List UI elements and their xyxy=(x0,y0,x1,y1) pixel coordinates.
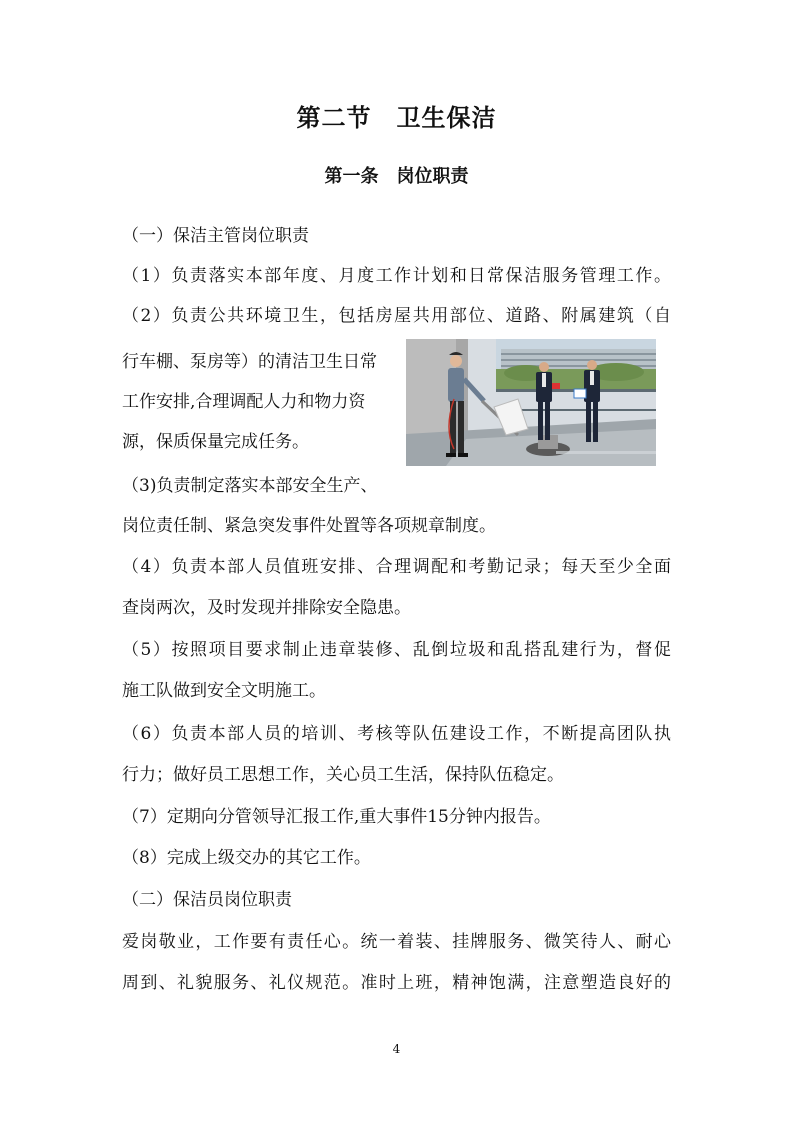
paragraph-line: 周到、礼貌服务、礼仪规范。准时上班，精神饱满，注意塑造良好的 xyxy=(122,973,671,993)
paragraph-line: 源，保质保量完成任务。 xyxy=(122,432,309,452)
paragraph-line: 爱岗敬业，工作要有责任心。统一着装、挂牌服务、微笑待人、耐心 xyxy=(122,932,671,952)
heading-supervisor-duties: （一）保洁主管岗位职责 xyxy=(122,226,309,246)
paragraph-line: 行力；做好员工思想工作，关心员工生活，保持队伍稳定。 xyxy=(122,765,564,785)
paragraph-line: 行车棚、泵房等）的清洁卫生日常 xyxy=(122,352,377,372)
paragraph-line: （1）负责落实本部年度、月度工作计划和日常保洁服务管理工作。 xyxy=(122,266,671,286)
paragraph-line: （8）完成上级交办的其它工作。 xyxy=(122,848,371,868)
paragraph-line: 工作安排,合理调配人力和物力资 xyxy=(122,392,366,412)
paragraph-line: （4）负责本部人员值班安排、合理调配和考勤记录；每天至少全面 xyxy=(122,557,671,577)
paragraph-line: 岗位责任制、紧急突发事件处置等各项规章制度。 xyxy=(122,516,496,536)
paragraph-line: （6）负责本部人员的培训、考核等队伍建设工作，不断提高团队执 xyxy=(122,724,671,744)
section-title: 第二节 卫生保洁 xyxy=(296,103,497,132)
heading-cleaner-duties: （二）保洁员岗位职责 xyxy=(122,890,292,910)
page-number: 4 xyxy=(392,1042,401,1056)
paragraph-line: （7）定期向分管领导汇报工作,重大事件15分钟内报告。 xyxy=(122,807,551,827)
paragraph-line: 施工队做到安全文明施工。 xyxy=(122,681,326,701)
paragraph-line: （2）负责公共环境卫生，包括房屋共用部位、道路、附属建筑（自 xyxy=(122,306,671,326)
cleaning-photo xyxy=(406,339,656,466)
paragraph-line: 查岗两次，及时发现并排除安全隐患。 xyxy=(122,598,411,618)
paragraph-line: （5）按照项目要求制止违章装修、乱倒垃圾和乱搭乱建行为，督促 xyxy=(122,640,671,660)
paragraph-line: （3)负责制定落实本部安全生产、 xyxy=(122,476,378,496)
article-title: 第一条 岗位职责 xyxy=(324,166,469,187)
